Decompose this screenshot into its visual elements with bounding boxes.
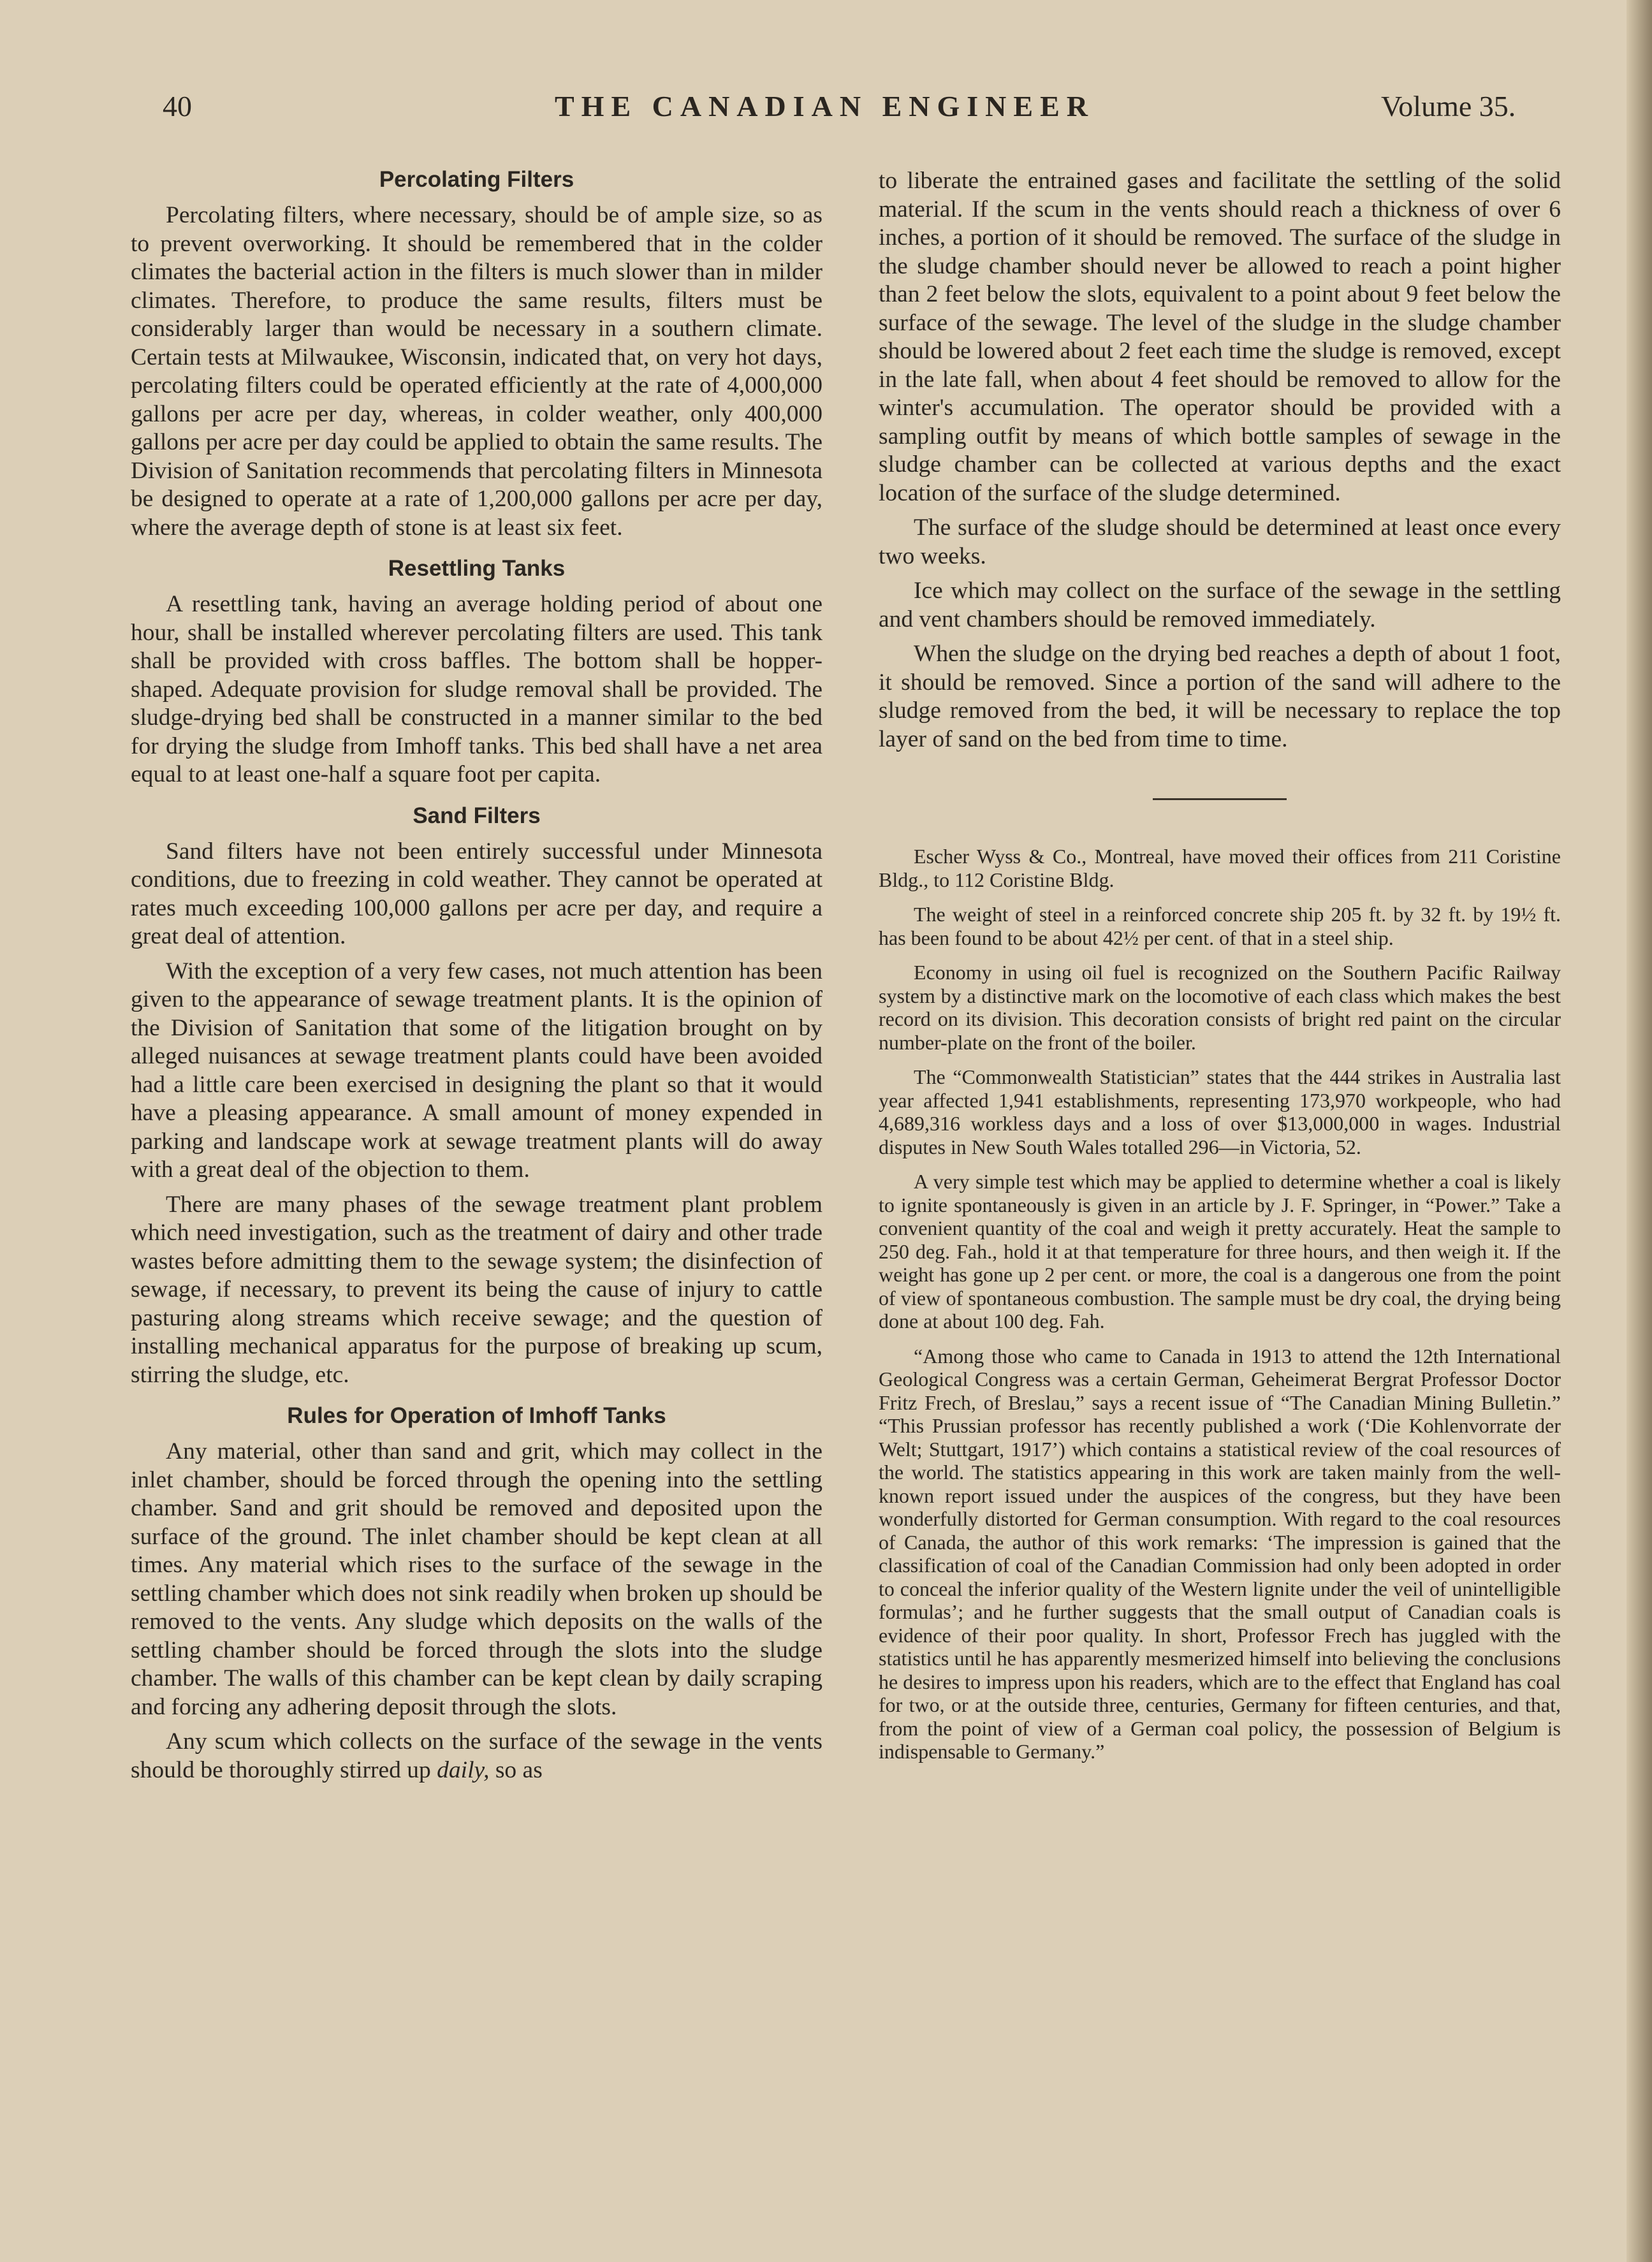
section-divider	[1153, 798, 1287, 800]
paragraph	[131, 1728, 822, 1784]
heading-resettling-tanks: Resettling Tanks	[388, 556, 566, 581]
news-note: Economy in using oil fuel is recognized on the Southern Pacific Railway system by a distinctive mark on the locomotive of each class which makes the best record on its division. This decoration consists of bright red paint on the circular number-plate on the front of the boiler.	[879, 961, 1561, 1054]
paragraph-continued: to liberate the entrained gases and facilitate the settling of the solid material. If the scum in the vents should reach a thickness of over 6 inches, a portion of it should be removed. The surface of the sludge in the sludge chamber should never be allowed to reach a point higher than 2 feet below the slots, equivalent to a point about 9 feet below the surface of the sewage. The level of the sludge in the sludge chamber should be lowered about 2 feet each time the sludge is removed, except in the late fall, when about 4 feet should be removed to allow for the winter's accumulation. The operator should be provided with a sampling outfit by means of which bottle samples of sewage in the sludge chamber can be collected at various depths and the exact location of the surface of the sludge determined.	[879, 168, 1561, 506]
text-span: Any scum which collects on the surface of the sewage in the vents should be thoroughly stirred up	[131, 1728, 822, 1783]
text-span: so as	[489, 1756, 543, 1783]
heading-sand-filters: Sand Filters	[413, 803, 541, 828]
page-edge-shadow	[1626, 0, 1652, 2262]
paragraph: There are many phases of the sewage treatment plant problem which need investigation, such as the treatment of dairy and other trade wastes before admitting them to the sewage system; the disinfection of sewage, if necessary, to prevent its being the cause of injury to cattle pasturing along streams which receive sewage; and the question of installing mechanical apparatus for the purpose of breaking up scum, stirring the sludge, etc.	[131, 1191, 822, 1388]
running-title: THE CANADIAN ENGINEER	[555, 90, 1095, 122]
emphasis: daily,	[437, 1756, 490, 1783]
news-note: The “Commonwealth Statistician” states that the 444 strikes in Australia last year affected 1,941 establishments, representing 173,970 workpeople, who had 4,689,316 workless days and a loss of over $13,000,000 in wages. Industrial disputes in New South Wales totalled 296—in Victoria, 52.	[879, 1065, 1561, 1158]
news-note: Escher Wyss & Co., Montreal, have moved their offices from 211 Coristine Bldg., to 112 Coristine Bldg.	[879, 845, 1561, 891]
page-number: 40	[163, 90, 192, 122]
volume-label: Volume 35.	[1381, 90, 1516, 122]
left-column	[131, 167, 822, 1791]
news-note: A very simple test which may be applied to determine whether a coal is likely to ignite spontaneously is given in an article by J. F. Springer, in “Power.” Take a convenient quantity of the coal and weigh it pretty accurately. Heat the sample to 250 deg. Fah., hold it at that temperature for three hours, and then weigh it. If the weight has gone up 2 per cent. or more, the coal is a dangerous one from the point of view of spontaneous combustion. The sample must be dry coal, the drying being done at about 100 deg. Fah.	[879, 1170, 1561, 1332]
paragraph: When the sludge on the drying bed reaches a depth of about 1 foot, it should be removed. Since a portion of the sand will adhere to the sludge removed from the bed, it will be necessary to replace the top layer of sand on the bed from time to time.	[879, 641, 1561, 752]
paragraph: The surface of the sludge should be determined at least once every two weeks.	[879, 514, 1561, 569]
news-note: The weight of steel in a reinforced concrete ship 205 ft. by 32 ft. by 19½ ft. has been found to be about 42½ per cent. of that in a steel ship.	[879, 903, 1561, 949]
right-column	[879, 167, 1561, 1775]
paragraph: Sand filters have not been entirely successful under Minnesota conditions, due to freezing in cold weather. They cannot be operated at rates much exceeding 100,000 gallons per acre per day, and require a great deal of attention.	[131, 838, 822, 949]
paragraph: With the exception of a very few cases, not much attention has been given to the appearance of sewage treatment plants. It is the opinion of the Division of Sanitation that some of the litigation brought on by alleged nuisances at sewage treatment plants could have been avoided had a little care been exercised in designing the plant so that it would have a pleasing appearance. A small amount of money expended in parking and landscape work at sewage treatment plants will do away with a great deal of the objection to them.	[131, 958, 822, 1183]
paragraph: A resettling tank, having an average holding period of about one hour, shall be installed wherever percolating filters are used. This tank shall be provided with cross baffles. The bottom shall be hopper-shaped. Adequate provision for sludge removal shall be provided. The sludge-drying bed shall be constructed in a manner similar to the bed for drying the sludge from Imhoff tanks. This bed shall have a net area equal to at least one-half a square foot per capita.	[131, 591, 822, 787]
news-note: “Among those who came to Canada in 1913 to attend the 12th International Geological Congress was a certain German, Geheimerat Bergrat Professor Doctor Fritz Frech, of Breslau,” says a recent issue of “The Canadian Mining Bulletin.” “This Prussian professor has recently published a work (‘Die Kohlenvorrate der Welt; Stuttgart, 1917’) which contains a statistical review of the coal resources of the world. The statistics appearing in this work are taken mainly from the well-known report issued under the auspices of the congress, but they have been wonderfully distorted for German consumption. With regard to the coal resources of Canada, the author of this work remarks: ‘The impression is gained that the classification of coal of the Canadian Commission had only been adopted in order to conceal the inferior quality of the Western lignite under the veil of unintelligible formulas’; and he further suggests that the small output of Canadian coals is evidence of their poor quality. In short, Professor Frech has juggled with the statistics until he has apparently mesmerized himself into believing the conclusions he desires to impress upon his readers, which are to the effect that England has coal for two, or at the outside three, centuries, Germany for fifteen centuries, and that, from the point of view of a German coal policy, the possession of Belgium is indispensable to Germany.”	[879, 1344, 1561, 1763]
paragraph: Any material, other than sand and grit, which may collect in the inlet chamber, should be forced through the opening into the settling chamber. Sand and grit should be removed and deposited upon the surface of the ground. The inlet chamber should be kept clean at all times. Any material which rises to the surface of the sewage in the settling chamber which does not sink readily when broken up should be removed to the vents. Any sludge which deposits on the walls of the settling chamber should be forced through the slots into the sludge chamber. The walls of this chamber can be kept clean by daily scraping and forcing any adhering deposit through the slots.	[131, 1438, 822, 1720]
paragraph: Percolating filters, where necessary, should be of ample size, so as to prevent overworking. It should be remembered that in the colder climates the bacterial action in the filters is much slower than in milder climates. Therefore, to produce the same results, filters must be considerably larger than would be necessary in a southern climate. Certain tests at Milwaukee, Wisconsin, indicated that, on very hot days, percolating filters could be operated efficiently at the rate of 4,000,000 gallons per acre per day, whereas, in colder weather, only 400,000 gallons per acre per day could be applied to obtain the same results. The Division of Sanitation recommends that percolating filters in Minnesota be designed to operate at a rate of 1,200,000 gallons per acre per day, where the average depth of stone is at least six feet.	[131, 202, 822, 541]
heading-percolating-filters: Percolating Filters	[379, 167, 574, 192]
paragraph: Ice which may collect on the surface of the sewage in the settling and vent chambers should be removed immediately.	[879, 578, 1561, 632]
heading-imhoff-rules: Rules for Operation of Imhoff Tanks	[287, 1403, 666, 1428]
